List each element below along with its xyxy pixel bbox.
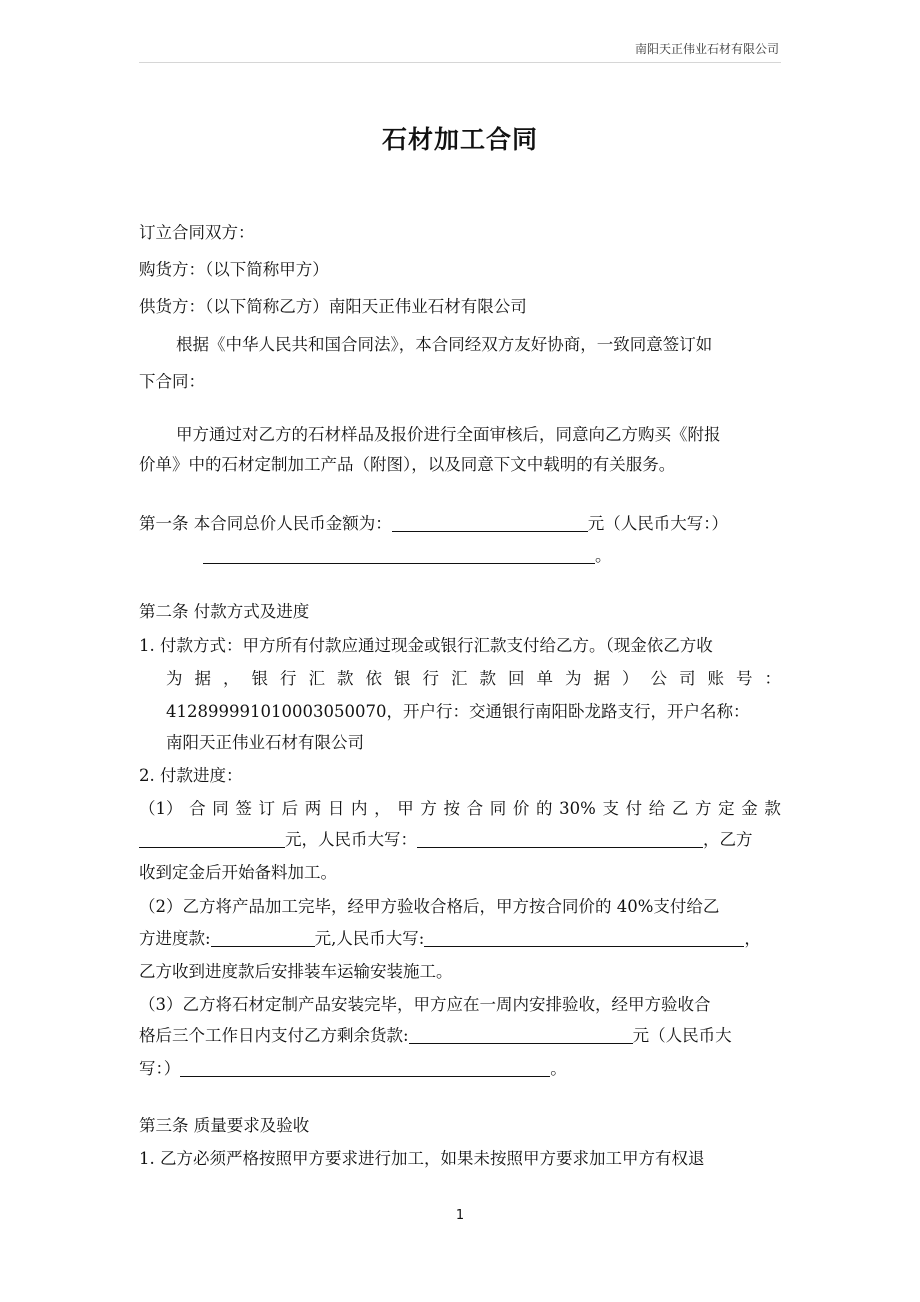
article2-title: 第二条 付款方式及进度 [139,602,310,621]
p1-line1-char-11: 方 [420,799,437,818]
preamble-p2-line1: 甲方通过对乙方的石材样品及报价进行全面审核后，同意向乙方购买《附报 [176,425,721,444]
item1-line2-char-16: ） [622,669,639,688]
progress-words-field[interactable] [424,928,744,947]
item1-line2-char-0: 为 [166,669,183,688]
p1-line1-char-6: 两 [304,799,322,818]
item1-line2-char-4: 行 [280,669,297,688]
payment-p2-end: ， [744,929,761,948]
p1-line1-char-3: 签 [235,799,252,818]
p1-line1-char-8: 内 [351,799,368,818]
total-amount-words-field[interactable] [203,545,595,564]
payment-p1-mid2: ，乙方 [703,830,753,849]
p1-line1-char-13: 合 [466,799,484,818]
p1-line1-char-4: 订 [258,799,275,818]
payment-p1-mid1: 元，人民币大写： [285,830,417,849]
article1-line2 [203,544,781,568]
article1-mid: 元（人民币大写：） [587,514,728,533]
payment-p2-line1: （2）乙方将产品加工完毕，经甲方验收合格后，甲方按合同价的 40%支付给乙 [139,897,720,916]
p1-line1-char-14: 同 [489,799,507,818]
header-divider [139,62,781,63]
item1-line2-char-14: 为 [565,669,582,688]
p1-line1-char-25: 款 [764,799,781,818]
item1-line2-char-11: 款 [479,669,496,688]
deposit-amount-field[interactable] [139,829,285,848]
payment-p3-line2 [139,1024,781,1048]
p1-line1-char-1: 合 [189,799,206,818]
page-number: 1 [455,1208,465,1223]
p1-line1-char-2: 同 [212,799,229,818]
parties-intro: 订立合同双方： [139,223,255,242]
payment-p3-prefix2: 写：） [139,1059,181,1078]
item1-line2-char-17: 公 [650,669,667,688]
preamble-p1-line2: 下合同： [139,372,205,391]
p1-line1-char-5: 后 [281,799,299,818]
p1-line1-char-12: 按 [443,799,460,818]
article1-line1 [139,512,781,536]
p1-line1-char-0: （1） [139,799,183,818]
p1-line1-char-9: ， [374,799,391,818]
p1-line1-char-7: 日 [327,799,345,818]
item1-line2-char-7: 依 [365,669,382,688]
deposit-words-field[interactable] [417,829,703,848]
payment-p3-line3 [139,1057,781,1081]
p1-line1-char-15: 价 [512,799,530,818]
payment-p2-line3: 乙方收到进度款后安排装车运输安装施工。 [139,962,453,981]
p1-line1-char-18: 支 [602,799,619,818]
article2-item1-line3: 412899991010003050070，开户行：交通银行南阳卧龙路支行，开户名称： [166,702,750,721]
p1-line1-char-16: 的 [536,799,553,818]
item1-line2-char-8: 银 [394,669,411,688]
article2-item1-line2 [166,667,781,691]
item1-line2-char-5: 汇 [308,669,325,688]
item1-line2-char-2: ， [223,669,240,688]
item1-line2-char-10: 汇 [451,669,468,688]
item1-line2-char-3: 银 [251,669,268,688]
remaining-amount-field[interactable] [409,1025,633,1044]
p1-line1-char-23: 定 [718,799,735,818]
p1-line1-char-22: 方 [694,799,712,818]
p1-line1-char-24: 金 [741,799,758,818]
item1-line2-char-21: ： [764,669,781,688]
buyer-line: 购货方：（以下简称甲方） [139,260,329,279]
payment-p2-line2 [139,927,781,951]
preamble-p1-line1: 根据《中华人民共和国合同法》，本合同经双方友好协商，一致同意签订如 [176,335,713,354]
item1-line2-char-12: 回 [508,669,525,688]
payment-p3-end: 。 [550,1059,567,1078]
article1-end: 。 [595,546,612,565]
p1-line1-char-21: 乙 [671,799,689,818]
article2-item2: 2. 付款进度： [139,766,243,785]
header-company-name: 南阳天正伟业石材有限公司 [634,42,779,56]
article3-item1: 1. 乙方必须严格按照甲方要求进行加工，如果未按照甲方要求加工甲方有权退 [139,1149,705,1168]
p1-line1-char-17: 30% [559,799,596,818]
payment-p1-line2 [139,828,781,852]
item1-line2-char-18: 司 [679,669,696,688]
item1-line2-char-13: 单 [536,669,553,688]
item1-line2-char-9: 行 [422,669,439,688]
item1-line2-char-19: 账 [707,669,724,688]
progress-amount-field[interactable] [211,928,315,947]
payment-p3-mid: 元（人民币大 [632,1026,732,1045]
article2-item1-line1: 1. 付款方式：甲方所有付款应通过现金或银行汇款支付给乙方。（现金依乙方收 [139,636,713,655]
payment-p2-mid: 元,人民币大写: [314,929,425,948]
payment-p2-prefix: 方进度款: [139,929,211,948]
item1-line2-char-1: 据 [194,669,211,688]
payment-p1-line1 [139,797,781,821]
payment-p1-line3: 收到定金后开始备料加工。 [139,863,337,882]
item1-line2-char-6: 款 [337,669,354,688]
payment-p3-line1: （3）乙方将石材定制产品安装完毕，甲方应在一周内安排验收，经甲方验收合 [139,995,711,1014]
p1-line1-char-10: 甲 [397,799,414,818]
item1-line2-char-20: 号 [736,669,753,688]
p1-line1-char-19: 付 [625,799,643,818]
supplier-line: 供货方：（以下简称乙方）南阳天正伟业石材有限公司 [139,297,527,316]
article1-prefix: 第一条 本合同总价人民币金额为： [139,514,392,533]
total-amount-field[interactable] [392,513,588,532]
payment-p3-prefix: 格后三个工作日内支付乙方剩余货款: [139,1026,409,1045]
item1-line2-char-15: 据 [593,669,610,688]
preamble-p2-line2: 价单》中的石材定制加工产品（附图），以及同意下文中载明的有关服务。 [139,455,676,474]
remaining-words-field[interactable] [180,1058,550,1077]
p1-line1-char-20: 给 [648,799,666,818]
article2-item1-line4: 南阳天正伟业石材有限公司 [166,733,364,752]
article3-title: 第三条 质量要求及验收 [139,1116,310,1135]
document-title: 石材加工合同 [381,125,538,154]
